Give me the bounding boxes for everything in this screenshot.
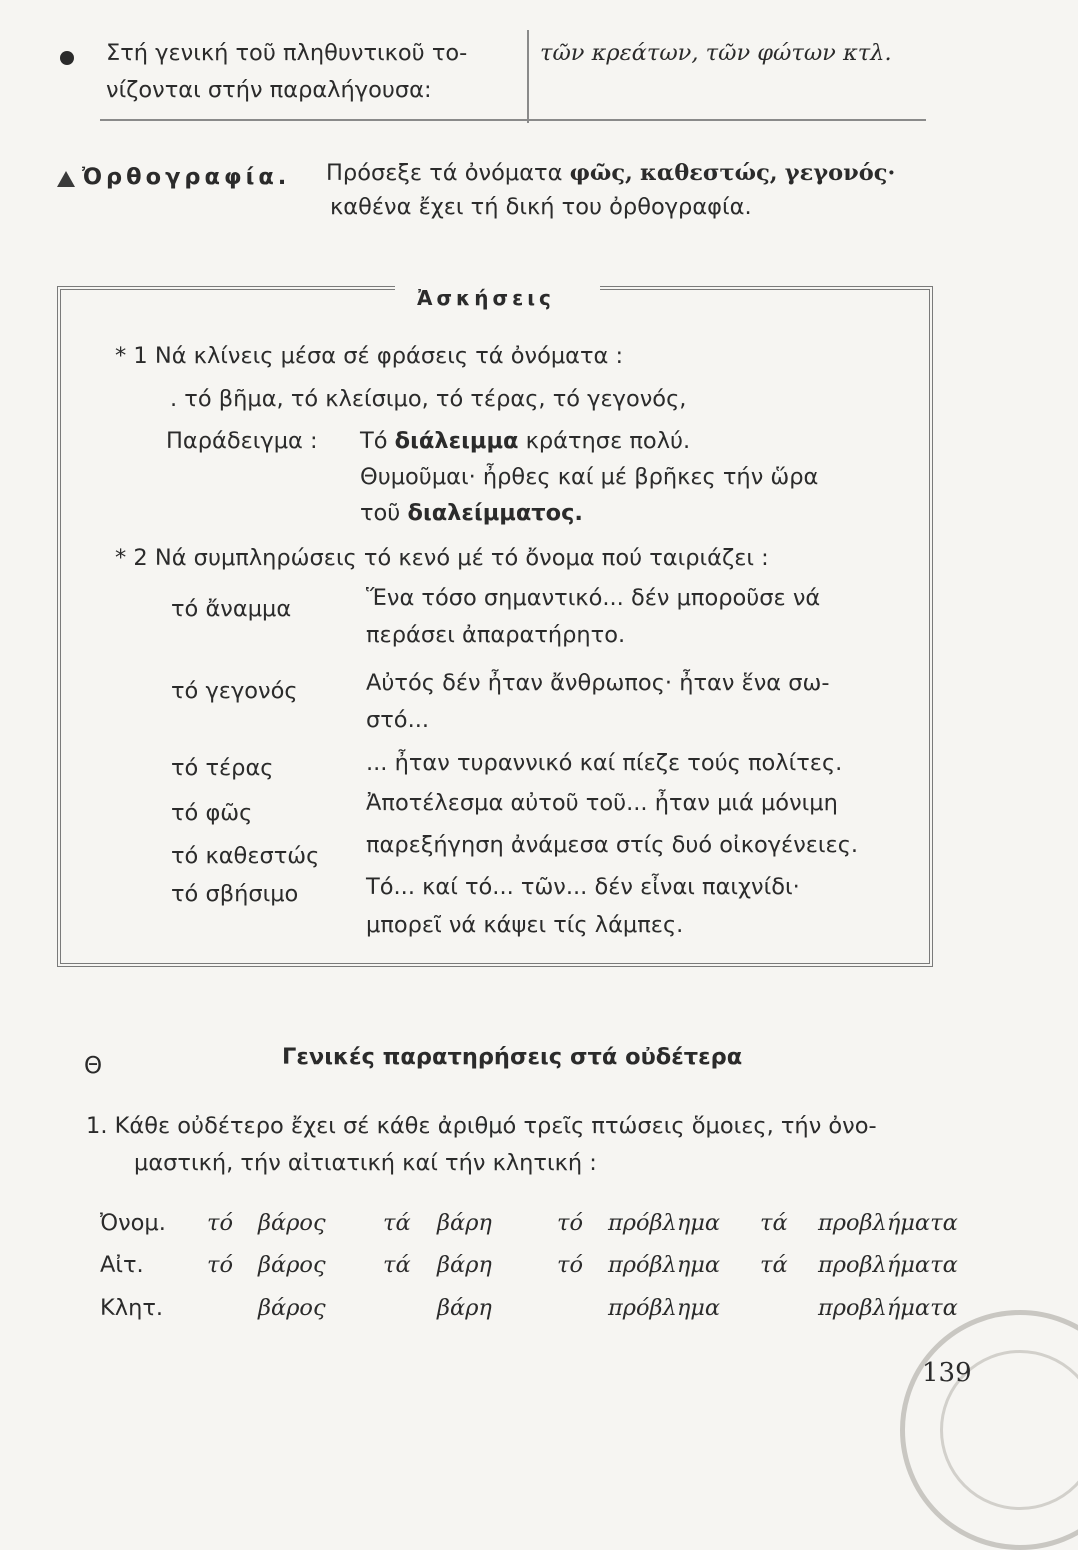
noun-pl: προβλήματα — [818, 1210, 958, 1236]
spelling-label: Ὀρθογραφία. — [82, 164, 291, 190]
page-number: 139 — [922, 1358, 972, 1388]
theta-symbol: Θ — [84, 1053, 103, 1079]
article-sg: τό — [207, 1252, 233, 1278]
bullet-icon — [60, 51, 74, 65]
exercises-title: Ἀσκήσεις — [417, 286, 555, 310]
top-note-line2: νίζονται στήν παραλήγουσα: — [106, 77, 432, 103]
noun-sg: βάρος — [258, 1252, 326, 1278]
ex1-instruction: * 1 Νά κλίνεις μέσα σέ φράσεις τά ὀνόματα : — [115, 343, 624, 369]
ex1-example-l1-pre: Τό — [360, 428, 388, 454]
general-p1-line1: 1. Κάθε οὐδέτερο ἔχει σέ κάθε ἀριθμό τρεῖς πτώσεις ὅμοιες, τήν ὀνο- — [86, 1113, 877, 1139]
noun-pl: προβλήματα — [818, 1295, 958, 1321]
article-sg: τό — [557, 1210, 583, 1236]
ex2-word: τό τέρας — [171, 755, 274, 781]
ex2-word: τό καθεστώς — [171, 843, 320, 869]
spelling-line1 — [326, 160, 895, 186]
noun-sg: πρόβλημα — [608, 1252, 721, 1278]
noun-pl: βάρη — [437, 1295, 492, 1321]
triangle-icon — [57, 171, 75, 187]
ex1-example-line3 — [360, 500, 583, 526]
ex2-instruction: * 2 Νά συμπληρώσεις τό κενό μέ τό ὄνομα πού ταιριάζει : — [115, 545, 769, 571]
spelling-intro: Πρόσεξε τά ὀνόματα — [326, 160, 563, 186]
ex1-example-label: Παράδειγμα : — [166, 428, 318, 454]
ex2-sentence: παρεξήγηση ἀνάμεσα στίς δυό οἰκογένειες. — [366, 832, 859, 858]
ex2-sentence: Ἀποτέλεσμα αὐτοῦ τοῦ... ἦταν μιά μόνιμη — [366, 790, 838, 816]
article-pl: τά — [383, 1210, 411, 1236]
noun-pl: βάρη — [437, 1210, 492, 1236]
ex2-sentence: ... ἦταν τυραννικό καί πίεζε τούς πολίτες. — [366, 750, 843, 776]
ex1-words: . τό βῆμα, τό κλείσιμο, τό τέρας, τό γεγονός, — [170, 386, 687, 412]
ex2-sentence: Ἕνα τόσο σημαντικό... δέν μποροῦσε νά — [366, 585, 821, 611]
ex1-example-l1-post: κράτησε πολύ. — [525, 428, 691, 454]
ex2-word: τό φῶς — [171, 800, 253, 826]
spelling-line2: καθένα ἔχει τή δική του ὀρθογραφία. — [330, 194, 752, 220]
ex2-word: τό γεγονός — [171, 678, 298, 704]
ex1-example-l1-bold: διάλειμμα — [394, 428, 519, 454]
ex2-sentence-cont: στό... — [366, 707, 430, 733]
noun-pl: βάρη — [437, 1252, 492, 1278]
ex1-example-l3-bold: διαλείμματος. — [407, 500, 583, 526]
ex1-example-line2: Θυμοῦμαι· ἦρθες καί μέ βρῆκες τήν ὥρα — [360, 464, 819, 490]
noun-pl: προβλήματα — [818, 1252, 958, 1278]
case-label: Κλητ. — [100, 1295, 164, 1321]
article-sg: τό — [557, 1252, 583, 1278]
ex2-word: τό σβήσιμο — [171, 881, 299, 907]
ex2-sentence-cont: περάσει ἀπαρατήρητο. — [366, 622, 626, 648]
ex1-example-l3-pre: τοῦ — [360, 500, 401, 526]
case-label: Ὀνομ. — [100, 1210, 166, 1236]
top-note-example: τῶν κρεάτων, τῶν φώτων κτλ. — [540, 40, 892, 66]
article-pl: τά — [383, 1252, 411, 1278]
ex2-sentence: Τό... καί τό... τῶν... δέν εἶναι παιχνίδι· — [366, 874, 800, 900]
vertical-divider — [527, 30, 529, 123]
spelling-word-gegonos: γεγονός· — [784, 160, 896, 186]
article-pl: τά — [760, 1252, 788, 1278]
general-p1-line2: μαστική, τήν αἰτιατική καί τήν κλητική : — [134, 1150, 597, 1176]
case-label: Αἰτ. — [100, 1252, 144, 1278]
top-note-line1: Στή γενική τοῦ πληθυντικοῦ το- — [106, 40, 468, 66]
spelling-word-kathestos: καθεστώς, — [640, 160, 778, 186]
noun-sg: βάρος — [258, 1210, 326, 1236]
ex2-sentence-cont: μπορεῖ νά κάψει τίς λάμπες. — [366, 912, 684, 938]
ex2-word: τό ἄναμμα — [171, 596, 292, 622]
noun-sg: πρόβλημα — [608, 1210, 721, 1236]
article-sg: τό — [207, 1210, 233, 1236]
horizontal-rule — [100, 119, 926, 121]
ex1-example-line1 — [360, 428, 690, 454]
ex2-sentence: Αὐτός δέν ἦταν ἄνθρωπος· ἦταν ἕνα σω- — [366, 670, 830, 696]
noun-sg: πρόβλημα — [608, 1295, 721, 1321]
general-title: Γενικές παρατηρήσεις στά οὐδέτερα — [282, 1044, 743, 1070]
noun-sg: βάρος — [258, 1295, 326, 1321]
spelling-word-fos: φῶς, — [569, 160, 633, 186]
article-pl: τά — [760, 1210, 788, 1236]
